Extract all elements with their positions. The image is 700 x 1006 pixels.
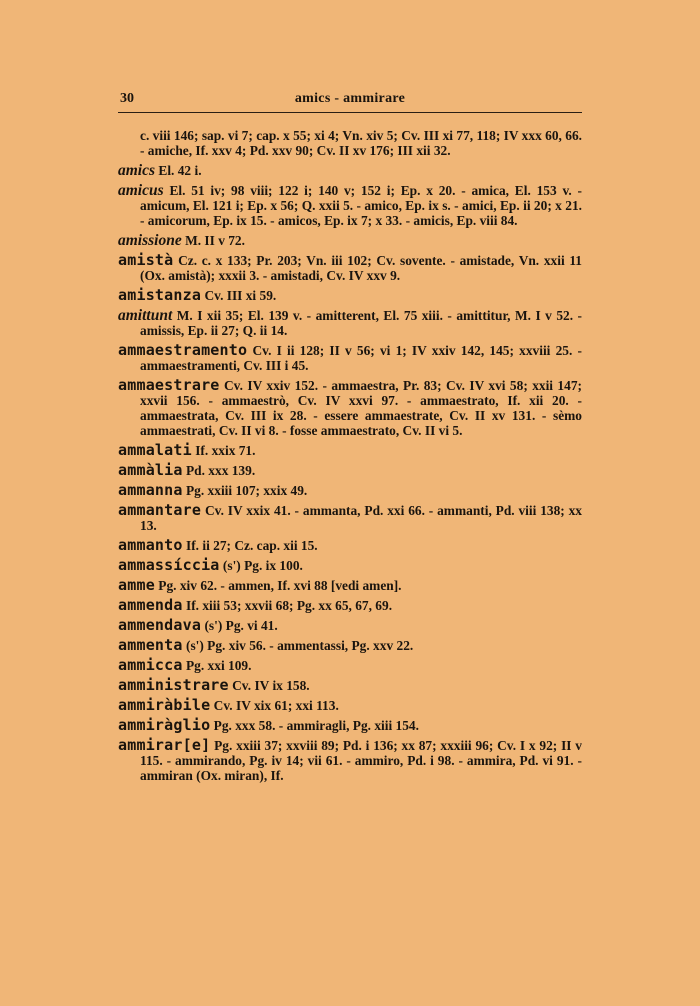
entry-citations: El. 42 i. <box>158 163 202 178</box>
entry-citations: Cv. I ii 128; II v 56; vi 1; IV xxiv 142, 145; xxviii 25. - ammaestramenti, Cv. III i 45. <box>140 343 582 373</box>
entry-headword: ammiràbile <box>118 696 211 714</box>
entry-headword: amicus <box>118 182 164 199</box>
entry-headword: ammantare <box>118 501 202 519</box>
entry-citations: El. 51 iv; 98 viii; 122 i; 140 v; 152 i; Ep. x 20. - amica, El. 153 v. - amicum, El. 121 i; Ep. x 56; Q. xxii 5. - amico, Ep. ix s. - amici, Ep. ii 20; x 21. - amicorum, Ep. ix 15. - amicos, Ep. ix 7; x 33. - amicis, Ep. viii 84. <box>140 183 582 228</box>
entry-headword: amittunt <box>118 307 173 324</box>
entry-headword: ammassíccia <box>118 556 220 574</box>
entry-headword: ammiràglio <box>118 716 211 734</box>
entry-citations: (s') Pg. vi 41. <box>204 618 278 633</box>
entry-citations: Pd. xxx 139. <box>185 463 256 478</box>
dictionary-entry <box>118 233 582 248</box>
page-header <box>118 88 582 113</box>
entry-citations: Cv. IV xxiv 152. - ammaestra, Pr. 83; Cv. IV xvi 58; xxii 147; xxvii 156. - ammaestrò, Cv. IV xxvi 97. - ammaestrato, If. xii 20. - ammaestrata, Cv. III ix 28. - essere ammaestrate, Cv. II xv 131. - sèmo ammaestrati, Cv. II vi 8. - fosse ammaestrato, Cv. II vi 5. <box>140 378 582 438</box>
entry-citations: (s') Pg. ix 100. <box>222 558 303 573</box>
entry-citations: If. xxix 71. <box>195 443 256 458</box>
dictionary-entry <box>118 558 582 573</box>
entry-headword: amme <box>118 576 155 594</box>
entry-headword: amistanza <box>118 286 202 304</box>
entry-citations: Pg. xxiii 37; xxviii 89; Pd. i 136; xx 87; xxxiii 96; Cv. I x 92; II v 115. - ammirando, Pg. iv 14; vii 61. - ammiro, Pd. i 98. - ammira, Pd. vi 91. - ammiran (Ox. miran), If. <box>140 738 582 783</box>
entry-citations: Pg. xiv 62. - ammen, If. xvi 88 [vedi amen]. <box>158 578 402 593</box>
entry-citations: (s') Pg. xiv 56. - ammentassi, Pg. xxv 22. <box>185 638 414 653</box>
entry-citations: Cv. IV xxix 41. - ammanta, Pd. xxi 66. - ammanti, Pd. viii 138; xx 13. <box>140 503 582 533</box>
entry-headword: ammalati <box>118 441 192 459</box>
dictionary-entry <box>118 308 582 338</box>
entry-headword: ammanna <box>118 481 183 499</box>
dictionary-entry <box>118 718 582 733</box>
entry-headword: ammanto <box>118 536 183 554</box>
dictionary-entry <box>118 658 582 673</box>
dictionary-entry <box>118 638 582 653</box>
dictionary-entry <box>118 343 582 373</box>
entry-headword: ammirar[e] <box>118 736 211 754</box>
dictionary-entry <box>118 578 582 593</box>
dictionary-entry <box>118 378 582 438</box>
entry-headword: ammenta <box>118 636 183 654</box>
dictionary-entry <box>118 483 582 498</box>
entry-citations: If. xiii 53; xxvii 68; Pg. xx 65, 67, 69. <box>185 598 393 613</box>
dictionary-entry <box>118 618 582 633</box>
dictionary-entry <box>118 288 582 303</box>
entry-headword: amministrare <box>118 676 229 694</box>
entry-headword: ammaestrare <box>118 376 220 394</box>
dictionary-page <box>118 88 582 788</box>
entry-headword: ammicca <box>118 656 183 674</box>
entry-headword: ammaestramento <box>118 341 248 359</box>
dictionary-entry <box>118 738 582 783</box>
entry-citations: Pg. xxi 109. <box>185 658 252 673</box>
entry-citations: M. II v 72. <box>185 233 245 248</box>
dictionary-entry <box>118 538 582 553</box>
entry-headword: ammenda <box>118 596 183 614</box>
entry-citations: Cz. c. x 133; Pr. 203; Vn. iii 102; Cv. sovente. - amistade, Vn. xxii 11 (Ox. amistà); xxxii 3. - amistadi, Cv. IV xxv 9. <box>140 253 582 283</box>
dictionary-entry <box>118 443 582 458</box>
entry-citations: Cv. III xi 59. <box>204 288 277 303</box>
entry-citations: c. viii 146; sap. vi 7; cap. x 55; xi 4; Vn. xiv 5; Cv. III xi 77, 118; IV xxx 60, 66. - amiche, If. xxv 4; Pd. xxv 90; Cv. II xv 176; III xii 32. <box>140 128 582 158</box>
page-number: 30 <box>120 91 134 106</box>
dictionary-entry <box>118 503 582 533</box>
running-head: amics - ammirare <box>294 91 406 106</box>
entry-headword: ammendava <box>118 616 202 634</box>
dictionary-entry <box>118 128 582 158</box>
dictionary-entry <box>118 598 582 613</box>
dictionary-entry <box>118 678 582 693</box>
entry-citations: If. ii 27; Cz. cap. xii 15. <box>185 538 318 553</box>
entry-headword: amissione <box>118 232 182 249</box>
dictionary-entry <box>118 163 582 178</box>
dictionary-entry <box>118 183 582 228</box>
entry-list <box>118 128 582 783</box>
entry-headword: amics <box>118 162 156 179</box>
entry-headword: ammàlia <box>118 461 183 479</box>
entry-citations: M. I xii 35; El. 139 v. - amitterent, El. 75 xiii. - amittitur, M. I v 52. - amissis, Ep. ii 27; Q. ii 14. <box>140 308 582 338</box>
dictionary-entry <box>118 698 582 713</box>
entry-citations: Cv. IV xix 61; xxi 113. <box>213 698 339 713</box>
dictionary-entry <box>118 463 582 478</box>
entry-citations: Pg. xxiii 107; xxix 49. <box>185 483 308 498</box>
dictionary-entry <box>118 253 582 283</box>
entry-citations: Pg. xxx 58. - ammiragli, Pg. xiii 154. <box>213 718 419 733</box>
entry-citations: Cv. IV ix 158. <box>232 678 310 693</box>
entry-headword: amistà <box>118 251 174 269</box>
